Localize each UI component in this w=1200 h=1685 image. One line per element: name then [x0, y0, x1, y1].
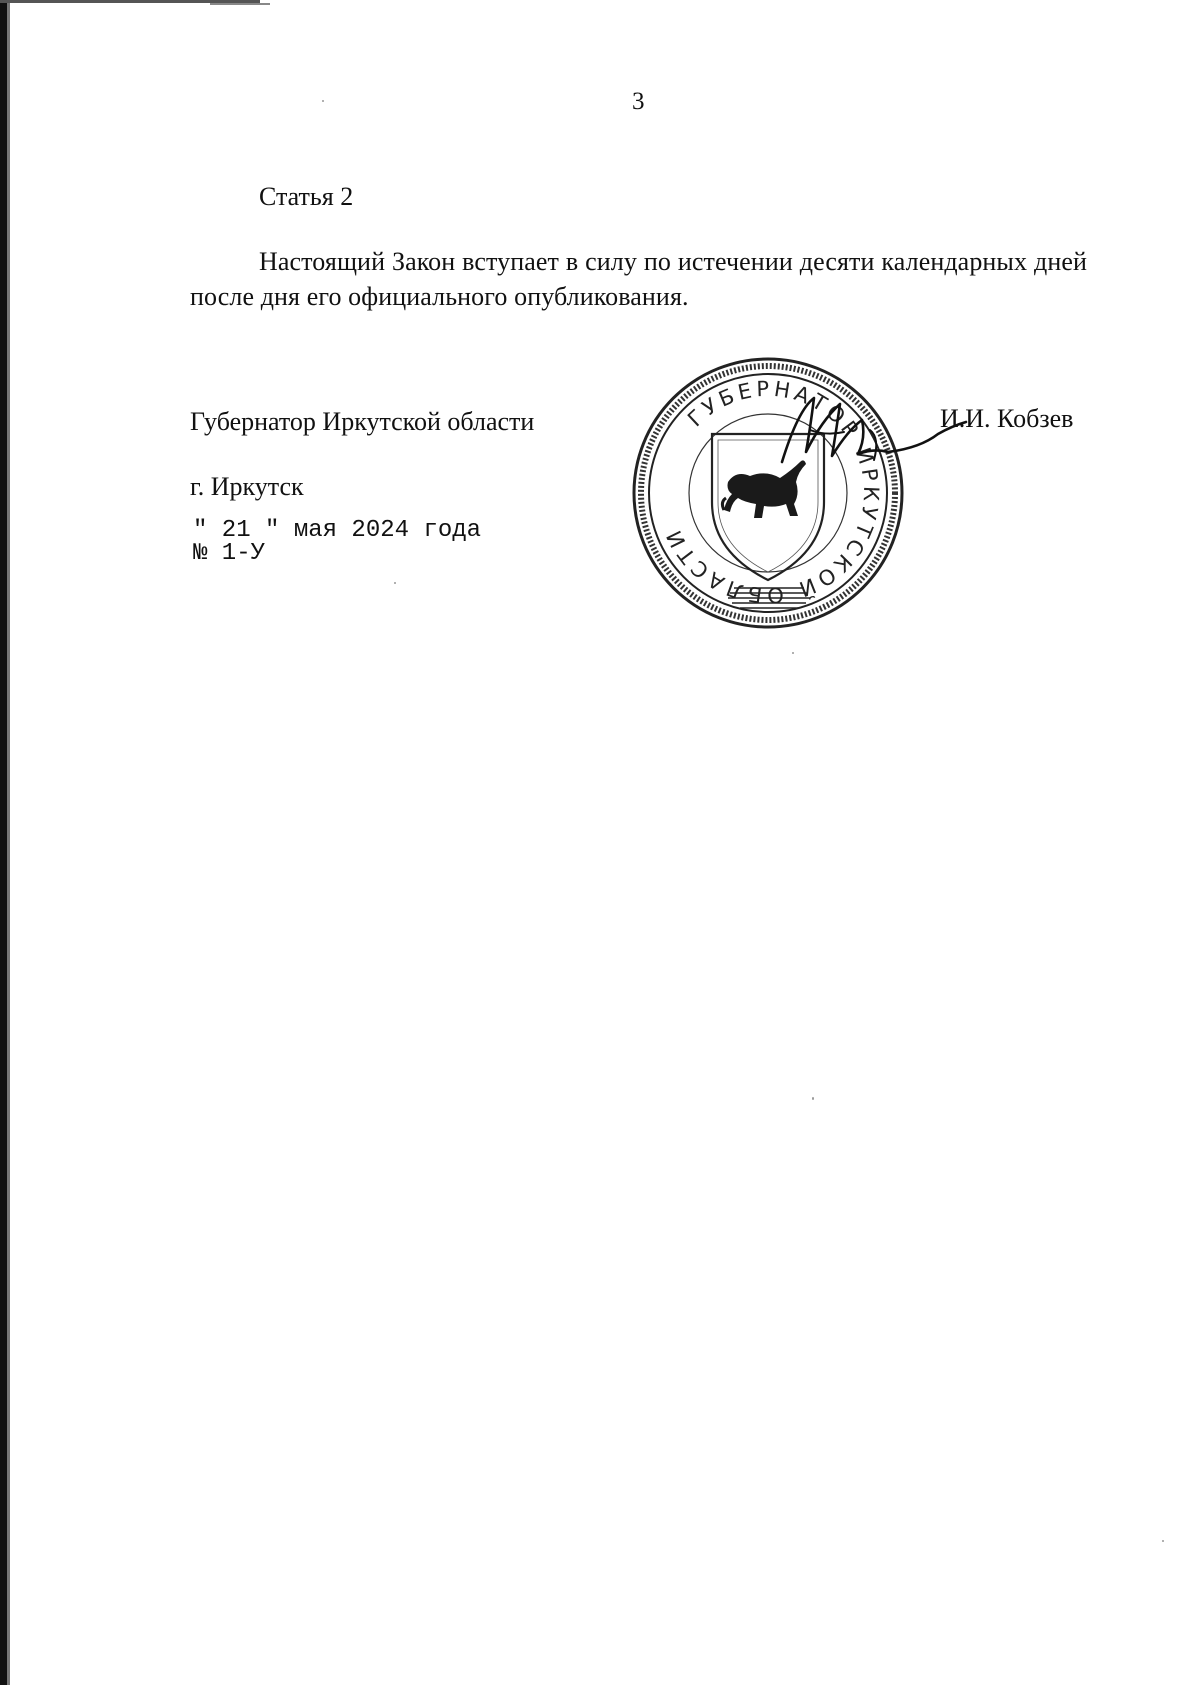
page-number: 3 [632, 88, 645, 115]
scan-speck [394, 582, 396, 584]
scan-speck [812, 1097, 814, 1100]
article-text: Настоящий Закон вступает в силу по истечении десяти календарных дней после дня его официального опубликования. [190, 247, 1087, 311]
signing-date: " 21 " мая 2024 года [193, 517, 482, 544]
scan-speck [1162, 1540, 1164, 1542]
article-heading: Статья 2 [259, 182, 354, 211]
scan-speck [322, 100, 324, 102]
signatory-title: Губернатор Иркутской области [190, 407, 535, 436]
scan-mark [210, 3, 270, 5]
svg-text:ГУБЕРНАТОР ИРКУТСКОЙ ОБЛАСТИ: ГУБЕРНАТОР ИРКУТСКОЙ ОБЛАСТИ [660, 376, 884, 608]
law-number: № 1-У [193, 540, 266, 567]
scan-speck [792, 652, 794, 654]
place-of-signing: г. Иркутск [190, 472, 304, 501]
scan-edge [0, 0, 7, 1685]
signatory-name: И.И. Кобзев [940, 404, 1074, 433]
